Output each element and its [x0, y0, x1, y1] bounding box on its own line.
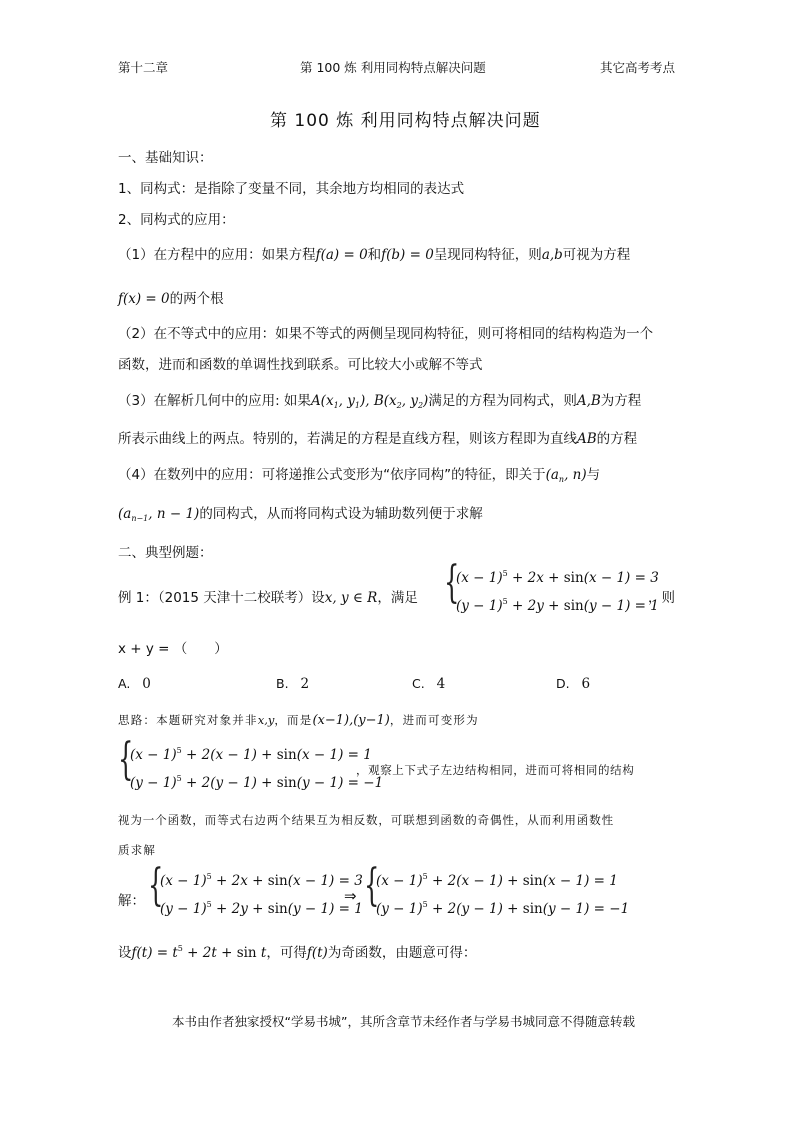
brace-symbol: {	[444, 557, 460, 608]
formula-AB: A,B	[576, 393, 601, 409]
formula-an1: ($a_{n-1}$, n − 1)	[118, 506, 200, 523]
option-d[interactable]	[556, 676, 590, 692]
text: 可视为方程	[562, 247, 631, 263]
formula-fb: f(b) = 0	[381, 247, 434, 263]
example-1-stem	[118, 586, 418, 606]
example-1-question: x + y = （ ）	[118, 641, 228, 657]
text: 与	[586, 467, 601, 483]
system-line-1: $(x - 1)^5 + 2x + \sin(x - 1) = 3$	[456, 569, 659, 586]
text: 所表示曲线上的两点。特别的，若满足的方程是直线方程，则该方程即为直线	[118, 431, 577, 447]
text: 的方程	[596, 431, 638, 447]
system-line-1: $(x - 1)^5 + 2(x - 1) + \sin(x - 1) = 1$	[130, 746, 372, 763]
header-lesson: 第 100 炼 利用同构特点解决问题	[300, 60, 486, 75]
text: （3）在解析几何中的应用: 如果	[118, 393, 311, 409]
system-line-2: $(y - 1)^5 + 2y + \sin(y - 1) = 1$	[456, 597, 659, 614]
system-line-1: $(x - 1)^5 + 2(x - 1) + \sin(x - 1) = 1$	[376, 872, 618, 889]
formula-points: $A(x_1$, $y_1$), $B(x_2$, $y_2$)	[310, 393, 429, 410]
text: 为方程	[600, 393, 642, 409]
formula-fa: f(a) = 0	[315, 247, 368, 263]
option-value: 2	[300, 676, 310, 692]
paragraph-equation-app	[118, 243, 630, 263]
formula-ft2: f(t)	[306, 945, 328, 961]
thinking-line-2: ，观察上下式子左边结构相同，进而可将相同的结构	[356, 763, 635, 777]
text: ，可得	[266, 945, 307, 961]
formula-ab: a,b	[541, 247, 563, 263]
text: 为奇函数，由题意可得：	[327, 945, 477, 961]
text: 的同构式，从而将同构式设为辅助数列便于求解	[199, 506, 483, 522]
paragraph-sequence-app	[118, 463, 600, 484]
option-a[interactable]	[118, 676, 151, 692]
paragraph-inequality-app-cont: 函数，进而和函数的单调性找到联系。可比较大小或解不等式	[118, 357, 483, 373]
solution-system-left	[148, 860, 363, 924]
solution-function-line	[118, 941, 476, 961]
formula-an-n: ($a_n$, n)	[545, 467, 587, 484]
formula-terms: (x−1),(y−1)	[312, 713, 390, 728]
brace-symbol: {	[148, 860, 164, 911]
option-label: D.	[556, 676, 570, 691]
paragraph-definition: 1、同构式：是指除了变量不同，其余地方均相同的表达式	[118, 181, 465, 197]
solution-label: 解：	[118, 893, 145, 909]
option-label: C.	[412, 676, 425, 691]
thinking-line-3: 视为一个函数，而等式右边两个结果互为相反数，可联想到函数的奇偶性，从而利用函数性	[118, 813, 614, 827]
page-title: 第 100 炼 利用同构特点解决问题	[270, 111, 541, 131]
formula-fx: f(x) = 0	[118, 291, 170, 307]
paragraph-equation-app-cont	[118, 287, 224, 307]
copyright-footer: 本书由作者独家授权“学易书城”，其所含章节未经作者与学易书城同意不得随意转载	[172, 1014, 635, 1029]
formula-xy: x, y ∈ R	[324, 590, 378, 606]
brace-symbol: {	[364, 860, 380, 911]
option-c[interactable]	[412, 676, 445, 692]
option-label: B.	[276, 676, 289, 691]
text: 的两个根	[169, 291, 224, 307]
text: （1）在方程中的应用：如果方程	[118, 247, 316, 263]
solution-system-right	[364, 860, 630, 924]
header-section: 其它高考考点	[600, 60, 676, 75]
system-line-2: $(y - 1)^5 + 2y + \sin(y - 1) = 1$	[160, 900, 363, 917]
text: ，进而可变形为	[389, 713, 479, 727]
brace-symbol: {	[118, 734, 134, 785]
implies-arrow: ⇒	[344, 887, 357, 905]
text: 呈现同构特征，则	[433, 247, 542, 263]
header-chapter: 第十二章	[118, 60, 169, 75]
system-line-1: $(x - 1)^5 + 2x + \sin(x - 1) = 3$	[160, 872, 363, 889]
section-heading-basics: 一、基础知识：	[118, 150, 213, 166]
option-b[interactable]	[276, 676, 309, 692]
formula-line-AB: AB	[577, 431, 597, 447]
text: 设	[118, 945, 132, 961]
formula-ft: $f(t) = t^5 + 2t + \sin t$	[131, 944, 267, 961]
thinking-line-1	[118, 712, 479, 728]
text: 满足的方程为同构式，则	[428, 393, 577, 409]
text: 和	[367, 247, 382, 263]
text: 思路：本题研究对象并非	[118, 713, 258, 727]
option-value: 0	[142, 676, 151, 692]
text: ，满足	[377, 590, 418, 606]
section-heading-examples: 二、典型例题：	[118, 545, 213, 561]
example-1-system	[444, 557, 664, 621]
system-line-2: $(y - 1)^5 + 2(y - 1) + \sin(y - 1) = -1$	[376, 900, 630, 917]
formula-xy: x,y	[257, 713, 275, 727]
paragraph-geometry-app	[118, 389, 641, 410]
text: ，而是	[274, 713, 313, 727]
paragraph-inequality-app: （2）在不等式中的应用：如果不等式的两侧呈现同构特征，则可将相同的结构构造为一个	[118, 326, 654, 342]
option-value: 6	[581, 676, 591, 692]
option-value: 4	[436, 676, 446, 692]
thinking-system	[118, 734, 384, 798]
text: 例 1：（2015 天津十二校联考）设	[118, 590, 325, 606]
system-line-2: $(y - 1)^5 + 2(y - 1) + \sin(y - 1) = -1$	[130, 774, 384, 791]
example-1-then: ，则	[648, 590, 675, 606]
text: （4）在数列中的应用：可将递推公式变形为“依序同构”的特征，即关于	[118, 467, 546, 483]
paragraph-applications: 2、同构式的应用：	[118, 212, 235, 228]
thinking-line-4: 质求解	[118, 843, 157, 857]
paragraph-geometry-app-cont	[118, 427, 637, 447]
option-label: A.	[118, 676, 131, 691]
paragraph-sequence-app-cont	[118, 502, 483, 523]
